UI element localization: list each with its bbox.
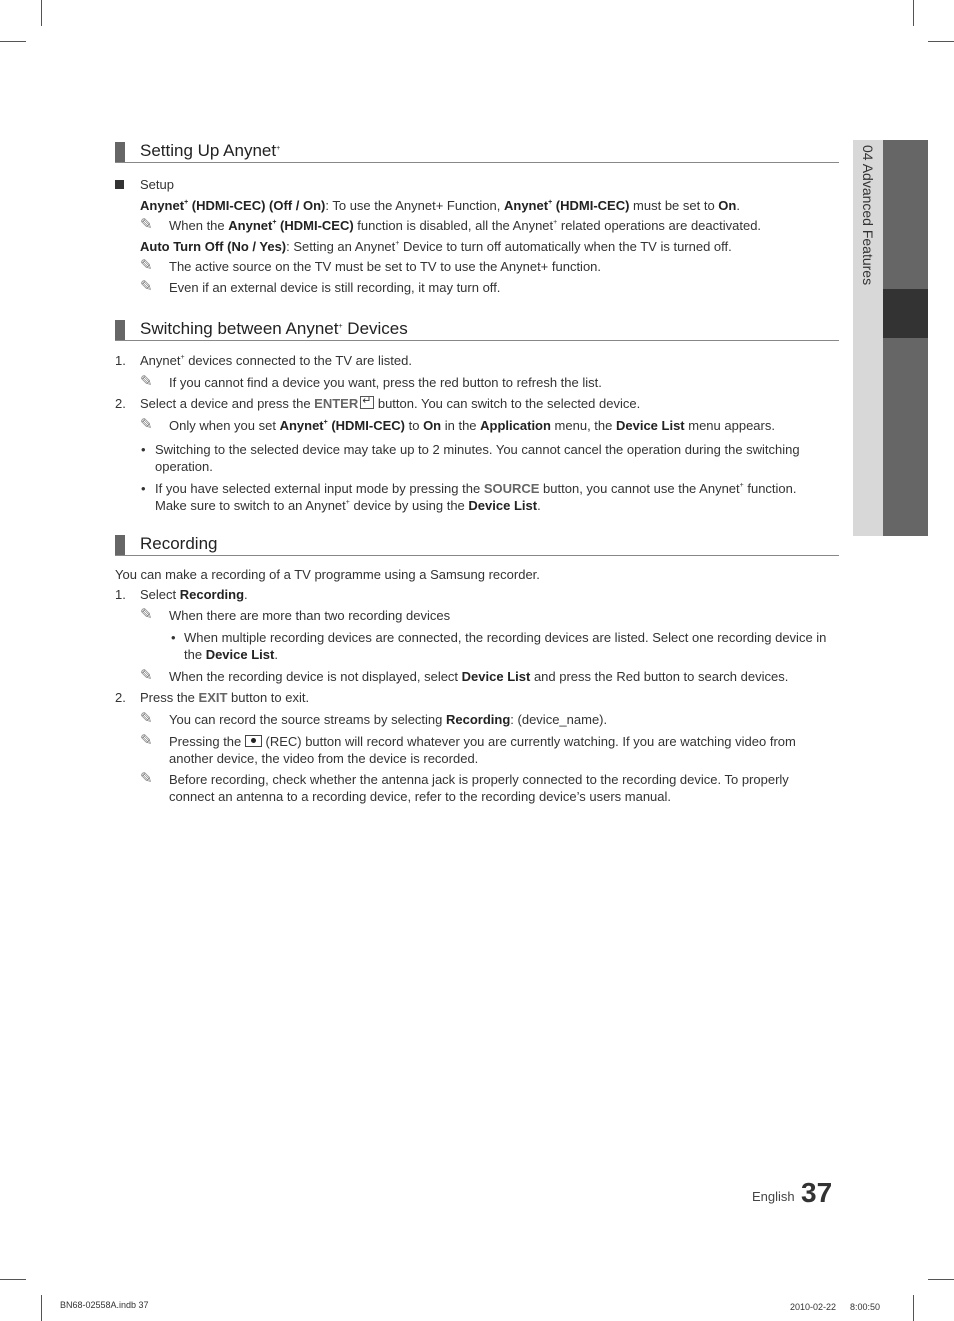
section-header [115,140,839,163]
section-title: Setting Up Anynet+ [140,141,281,160]
bullet-text: operation. [155,459,213,474]
step-number: 2. [115,690,126,705]
section-setup-anynet [115,140,839,163]
note-icon: ✎ [140,373,153,390]
section-bar [115,142,125,162]
record-button-icon [245,735,262,747]
note-text: When there are more than two recording devices [169,608,451,623]
step-number: 1. [115,353,126,368]
intro-text: You can make a recording of a TV programme using a Samsung recorder. [115,567,540,582]
bullet-icon: • [141,481,146,496]
crop-mark [913,1295,914,1321]
bullet-text: If you have selected external input mode by pressing the SOURCE button, you cannot use the Anynet+ function. [155,481,797,496]
note-icon: ✎ [140,606,153,623]
footer-timestamp: 2010-02-22 8:00:50 [790,1302,881,1312]
setup-label: Setup [140,177,174,192]
note-text: Even if an external device is still recording, it may turn off. [169,280,501,295]
note-icon: ✎ [140,710,153,727]
section-header [115,533,839,556]
section-switching-devices [115,318,839,341]
step-number: 2. [115,396,126,411]
step-text: Select a device and press the ENTER↵ button. You can switch to the selected device. [140,395,640,412]
setup-line-auto-turn-off: Auto Turn Off (No / Yes): Setting an Anynet+ Device to turn off automatically when the TV is turned off. [140,239,732,254]
crop-mark [928,1279,954,1280]
bullet-text: When multiple recording devices are connected, the recording devices are listed. Select one recording device in [184,630,827,645]
note-text: connect an antenna to a recording device, refer to the recording device’s users manual. [169,789,672,804]
setup-line-anynet: Anynet+ (HDMI-CEC) (Off / On): To use the Anynet+ Function, Anynet+ (HDMI-CEC) must be set to On. [140,198,740,213]
section-bar [115,320,125,340]
crop-mark [0,41,26,42]
note-icon: ✎ [140,732,153,749]
step-text: Press the EXIT button to exit. [140,690,310,705]
bullet-text: the Device List. [184,647,278,662]
section-bar [115,535,125,555]
crop-mark [41,1295,42,1321]
note-text: You can record the source streams by selecting Recording: (device_name). [169,712,608,727]
crop-mark [913,0,914,26]
bullet-text: Switching to the selected device may take up to 2 minutes. You cannot cancel the operation during the switching [155,442,800,457]
section-title: Recording [140,534,218,553]
crop-mark [928,41,954,42]
section-recording [115,533,839,556]
step-number: 1. [115,587,126,602]
section-header [115,318,839,341]
note-icon: ✎ [140,257,153,274]
note-text: another device, the video from the device is recorded. [169,751,479,766]
bullet-icon: • [141,442,146,457]
note-icon: ✎ [140,770,153,787]
note-icon: ✎ [140,216,153,233]
bullet-icon: • [171,630,176,645]
note-text: When the Anynet+ (HDMI-CEC) function is disabled, all the Anynet+ related operations are deactivated. [169,218,762,233]
note-text: When the recording device is not displayed, select Device List and press the Red button to search devices. [169,669,789,684]
step-text: Select Recording. [140,587,248,602]
footer-file-info: BN68-02558A.indb 37 [60,1300,149,1310]
note-text: The active source on the TV must be set to TV to use the Anynet+ function. [169,259,602,274]
square-bullet-icon [115,180,124,189]
note-text: Pressing the (REC) button will record whatever you are currently watching. If you are watching video from [169,734,796,749]
footer-language: English [752,1189,795,1204]
note-icon: ✎ [140,667,153,684]
section-title: Switching between Anynet+ Devices [140,319,408,338]
chapter-tab-strip [883,140,928,536]
enter-icon [360,396,374,409]
crop-mark [41,0,42,26]
note-text: Before recording, check whether the antenna jack is properly connected to the recording device. To properly [169,772,789,787]
page-number: 37 [801,1177,833,1208]
chapter-tab-active-marker [883,289,928,338]
step-text: Anynet+ devices connected to the TV are listed. [140,353,412,368]
note-text: Only when you set Anynet+ (HDMI-CEC) to On in the Application menu, the Device List menu appears. [169,418,775,433]
chapter-label: 04 Advanced Features [860,145,876,286]
note-icon: ✎ [140,278,153,295]
crop-mark [0,1279,26,1280]
note-icon: ✎ [140,416,153,433]
note-text: If you cannot find a device you want, press the red button to refresh the list. [169,375,602,390]
bullet-text: Make sure to switch to an Anynet+ device by using the Device List. [155,498,541,513]
